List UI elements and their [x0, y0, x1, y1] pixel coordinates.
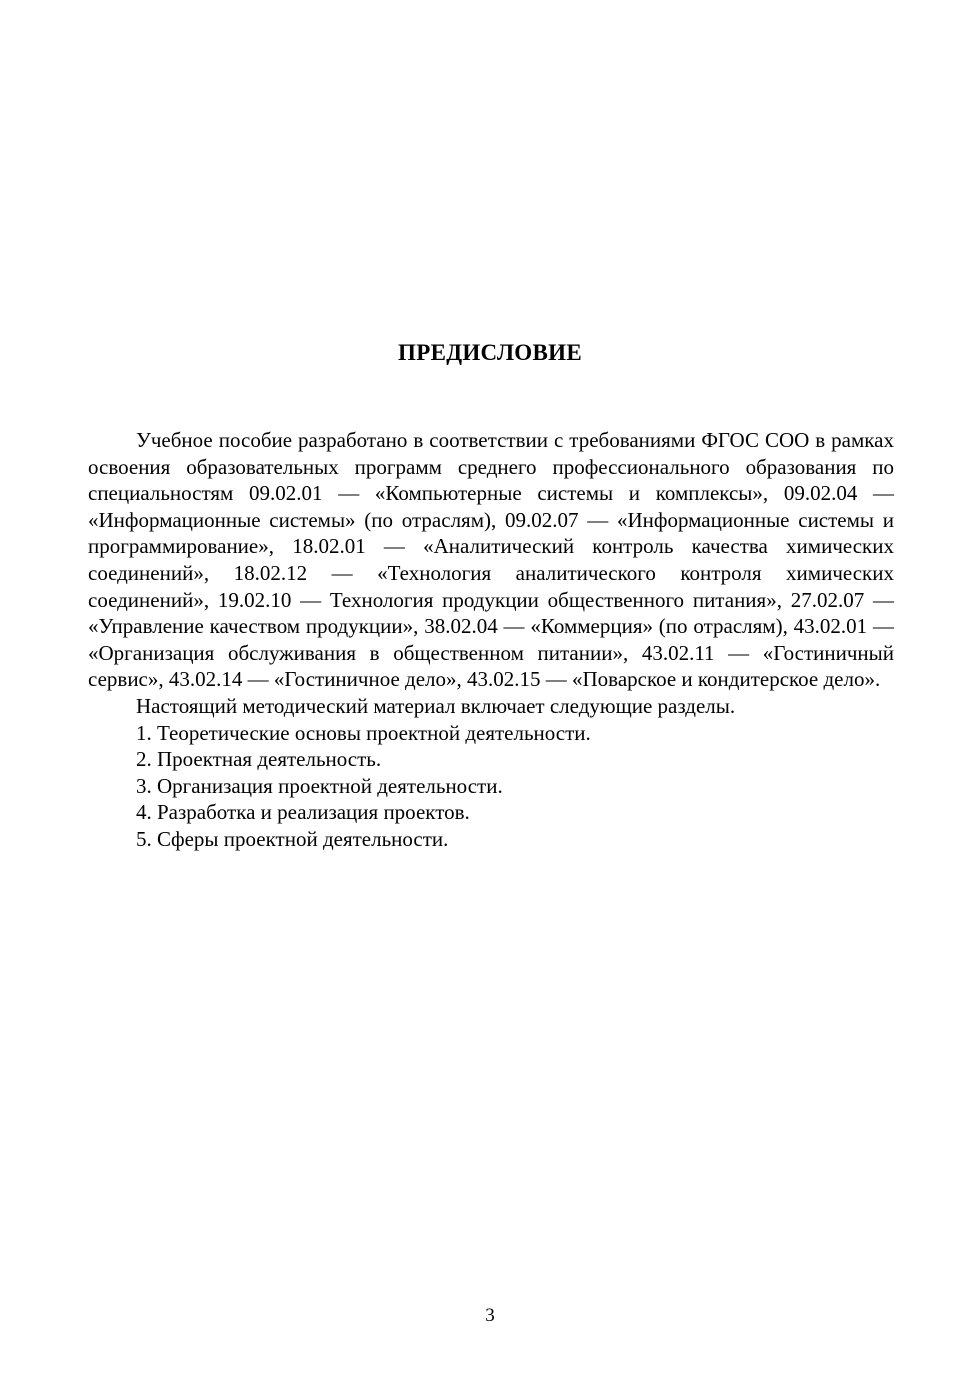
sections-list: [88, 720, 894, 853]
list-item: 2. Проектная деятельность.: [136, 747, 382, 772]
intro-paragraph: Учебное пособие разработано в соответствии с требованиями ФГОС СОО в рамках освоения образовательных программ среднего профессионального образования по специальностям 09.02.01 — «Компьютерные системы и комплексы», 09.02.04 — «Информационные системы» (по отраслям), 09.02.07 — «Информационные системы и программирование», 18.02.01 — «Аналитический контроль качества химических соединений», 18.02.12 — «Технология аналитического контроля химических соединений», 19.02.10 — Технология продукции общественного питания», 27.02.07 — «Управление качеством продукции», 38.02.04 — «Коммерция» (по отраслям), 43.02.01 — «Организация обслуживания в общественном питании», 43.02.11 — «Гостиничный сервис», 43.02.14 — «Гостиничное дело», 43.02.15 — «Поварское и кондитерское дело».: [88, 428, 894, 692]
page-title: ПРЕДИСЛОВИЕ: [398, 340, 582, 365]
body-text: [88, 427, 894, 853]
page-number: 3: [485, 1305, 495, 1326]
list-item: 5. Сферы проектной деятельности.: [136, 826, 449, 851]
list-item: 4. Разработка и реализация проектов.: [136, 800, 470, 825]
list-item: 1. Теоретические основы проектной деятельности.: [136, 720, 591, 745]
sections-intro: Настоящий методический материал включает следующие разделы.: [136, 693, 736, 718]
list-item: 3. Организация проектной деятельности.: [136, 773, 503, 798]
